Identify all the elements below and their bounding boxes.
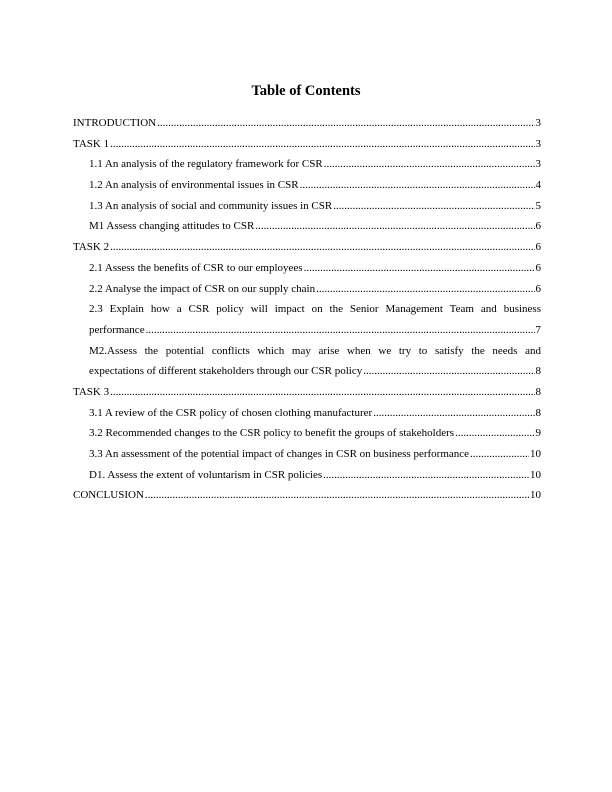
toc-entry-label-line1: 2.3 Explain how a CSR policy will impact on the Senior Management Team and business — [89, 303, 541, 316]
toc-entry-label: 2.2 Analyse the impact of CSR on our supply chain — [89, 282, 316, 295]
toc-entry-2-2[interactable] — [89, 279, 541, 300]
dot-leader — [333, 196, 534, 217]
toc-entry-page: 8 — [535, 406, 541, 419]
toc-entry-label: 1.3 An analysis of social and community issues in CSR — [89, 199, 333, 212]
toc-entry-2-3[interactable] — [89, 299, 541, 340]
toc-entry-page: 7 — [535, 323, 541, 336]
toc-title: Table of Contents — [251, 83, 361, 99]
toc-entry-m1[interactable] — [89, 216, 541, 237]
toc-entry-page: 3 — [535, 137, 541, 150]
toc-entry-task-3[interactable] — [73, 382, 541, 403]
dot-leader — [304, 258, 535, 279]
dot-leader — [455, 423, 534, 444]
toc-entry-introduction[interactable] — [73, 113, 541, 134]
toc-entry-label-line2: performance — [89, 323, 145, 336]
toc-entry-page: 5 — [535, 199, 541, 212]
toc-entry-3-1[interactable] — [89, 403, 541, 424]
toc-entry-label: 2.1 Assess the benefits of CSR to our employees — [89, 261, 303, 274]
toc-entry-label: TASK 3 — [73, 386, 110, 398]
toc-entry-page: 10 — [530, 468, 541, 481]
toc-entry-page: 10 — [530, 448, 541, 461]
toc-entry-3-2[interactable] — [89, 423, 541, 444]
toc-entry-m2[interactable] — [89, 341, 541, 382]
toc-entry-label: M1 Assess changing attitudes to CSR — [89, 220, 255, 233]
toc-entry-1-2[interactable] — [89, 175, 541, 196]
dot-leader — [110, 134, 534, 155]
toc-entry-label: D1. Assess the extent of voluntarism in CSR policies — [89, 468, 323, 481]
toc-entry-label: TASK 1 — [73, 137, 110, 150]
dot-leader — [373, 403, 534, 424]
toc-entry-page: 6 — [535, 261, 541, 274]
toc-entry-2-1[interactable] — [89, 258, 541, 279]
dot-leader — [470, 444, 529, 465]
toc-entry-label-line2: expectations of different stakeholders through our CSR policy — [89, 365, 363, 378]
toc-entry-page: 10 — [530, 489, 541, 502]
dot-leader — [110, 237, 534, 258]
toc-entry-label: 3.1 A review of the CSR policy of chosen clothing manufacturer — [89, 406, 373, 419]
toc-entry-1-3[interactable] — [89, 196, 541, 217]
dot-leader — [157, 113, 534, 134]
toc-entry-d1[interactable] — [89, 465, 541, 486]
toc-entry-page: 9 — [535, 427, 541, 440]
toc-entry-label: 3.2 Recommended changes to the CSR policy to benefit the groups of stakeholders — [89, 427, 455, 440]
dot-leader — [110, 382, 534, 403]
dot-leader — [300, 175, 535, 196]
toc-entry-label: 1.1 An analysis of the regulatory framework for CSR — [89, 158, 323, 171]
toc-entry-page: 6 — [535, 282, 541, 295]
dot-leader — [363, 361, 534, 382]
toc-entry-page: 8 — [535, 365, 541, 378]
dot-leader — [146, 320, 535, 341]
toc-entry-task-2[interactable] — [73, 237, 541, 258]
toc-entry-page: 4 — [535, 179, 541, 192]
dot-leader — [145, 485, 529, 506]
toc-entry-label-line1: M2.Assess the potential conflicts which may arise when we try to satisfy the needs and — [89, 344, 541, 357]
toc-entry-label: 3.3 An assessment of the potential impact of changes in CSR on business performance — [89, 448, 470, 461]
toc-entry-label: CONCLUSION — [73, 489, 144, 502]
table-of-contents — [73, 113, 541, 506]
dot-leader — [316, 279, 534, 300]
toc-entry-label: TASK 2 — [73, 241, 110, 254]
dot-leader — [255, 216, 534, 237]
toc-entry-1-1[interactable] — [89, 154, 541, 175]
toc-entry-label: 1.2 An analysis of environmental issues in CSR — [89, 179, 299, 192]
toc-entry-page: 6 — [535, 220, 541, 233]
toc-entry-3-3[interactable] — [89, 444, 541, 465]
toc-entry-conclusion[interactable] — [73, 485, 541, 506]
toc-entry-page: 3 — [535, 117, 541, 129]
dot-leader — [324, 154, 535, 175]
toc-entry-page: 3 — [535, 158, 541, 171]
toc-entry-page: 8 — [535, 386, 541, 398]
toc-entry-task-1[interactable] — [73, 134, 541, 155]
toc-entry-page: 6 — [535, 241, 541, 254]
dot-leader — [323, 465, 529, 486]
toc-entry-label: INTRODUCTION — [73, 117, 157, 129]
